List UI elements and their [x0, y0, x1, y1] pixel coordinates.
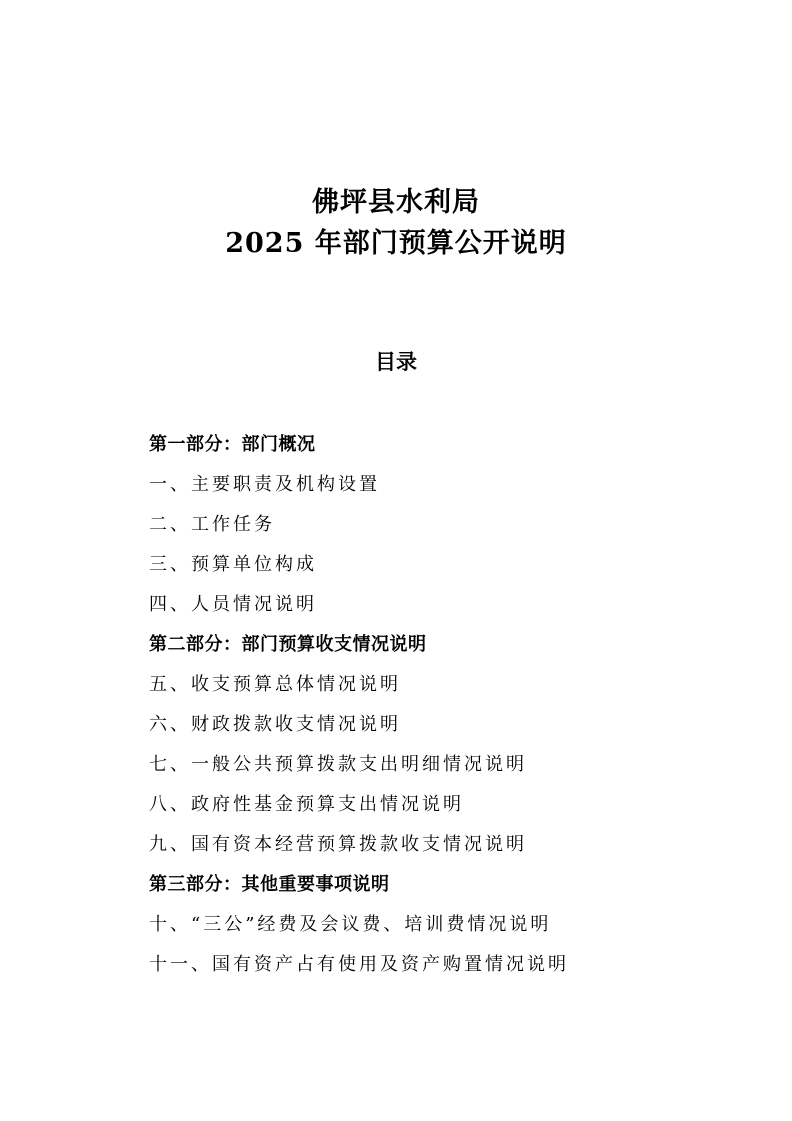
- toc-entry: 五、收支预算总体情况说明: [149, 674, 401, 695]
- title-line-organization: 佛坪县水利局: [312, 187, 480, 218]
- toc-entry: 四、人员情况说明: [149, 594, 317, 615]
- document-title: [0, 182, 792, 264]
- toc-entry: 一、主要职责及机构设置: [149, 474, 380, 495]
- toc-entry: 八、政府性基金预算支出情况说明: [149, 794, 464, 815]
- title-line-subject: 2025 年部门预算公开说明: [225, 228, 567, 259]
- toc-part-heading: 第二部分：部门预算收支情况说明: [149, 634, 427, 655]
- table-of-contents: [149, 425, 749, 985]
- toc-entry: 九、国有资本经营预算拨款收支情况说明: [149, 834, 527, 855]
- toc-entry: 七、一般公共预算拨款支出明细情况说明: [149, 754, 527, 775]
- toc-entry: 十一、国有资产占有使用及资产购置情况说明: [149, 954, 569, 975]
- toc-entry: 三、预算单位构成: [149, 554, 317, 575]
- toc-entry: 二、工作任务: [149, 514, 275, 535]
- toc-heading: 目录: [375, 349, 417, 374]
- toc-part-heading: 第三部分：其他重要事项说明: [149, 874, 390, 895]
- toc-entry: 十、“三公”经费及会议费、培训费情况说明: [149, 914, 552, 935]
- toc-entry: 六、财政拨款收支情况说明: [149, 714, 401, 735]
- toc-part-heading: 第一部分：部门概况: [149, 434, 316, 455]
